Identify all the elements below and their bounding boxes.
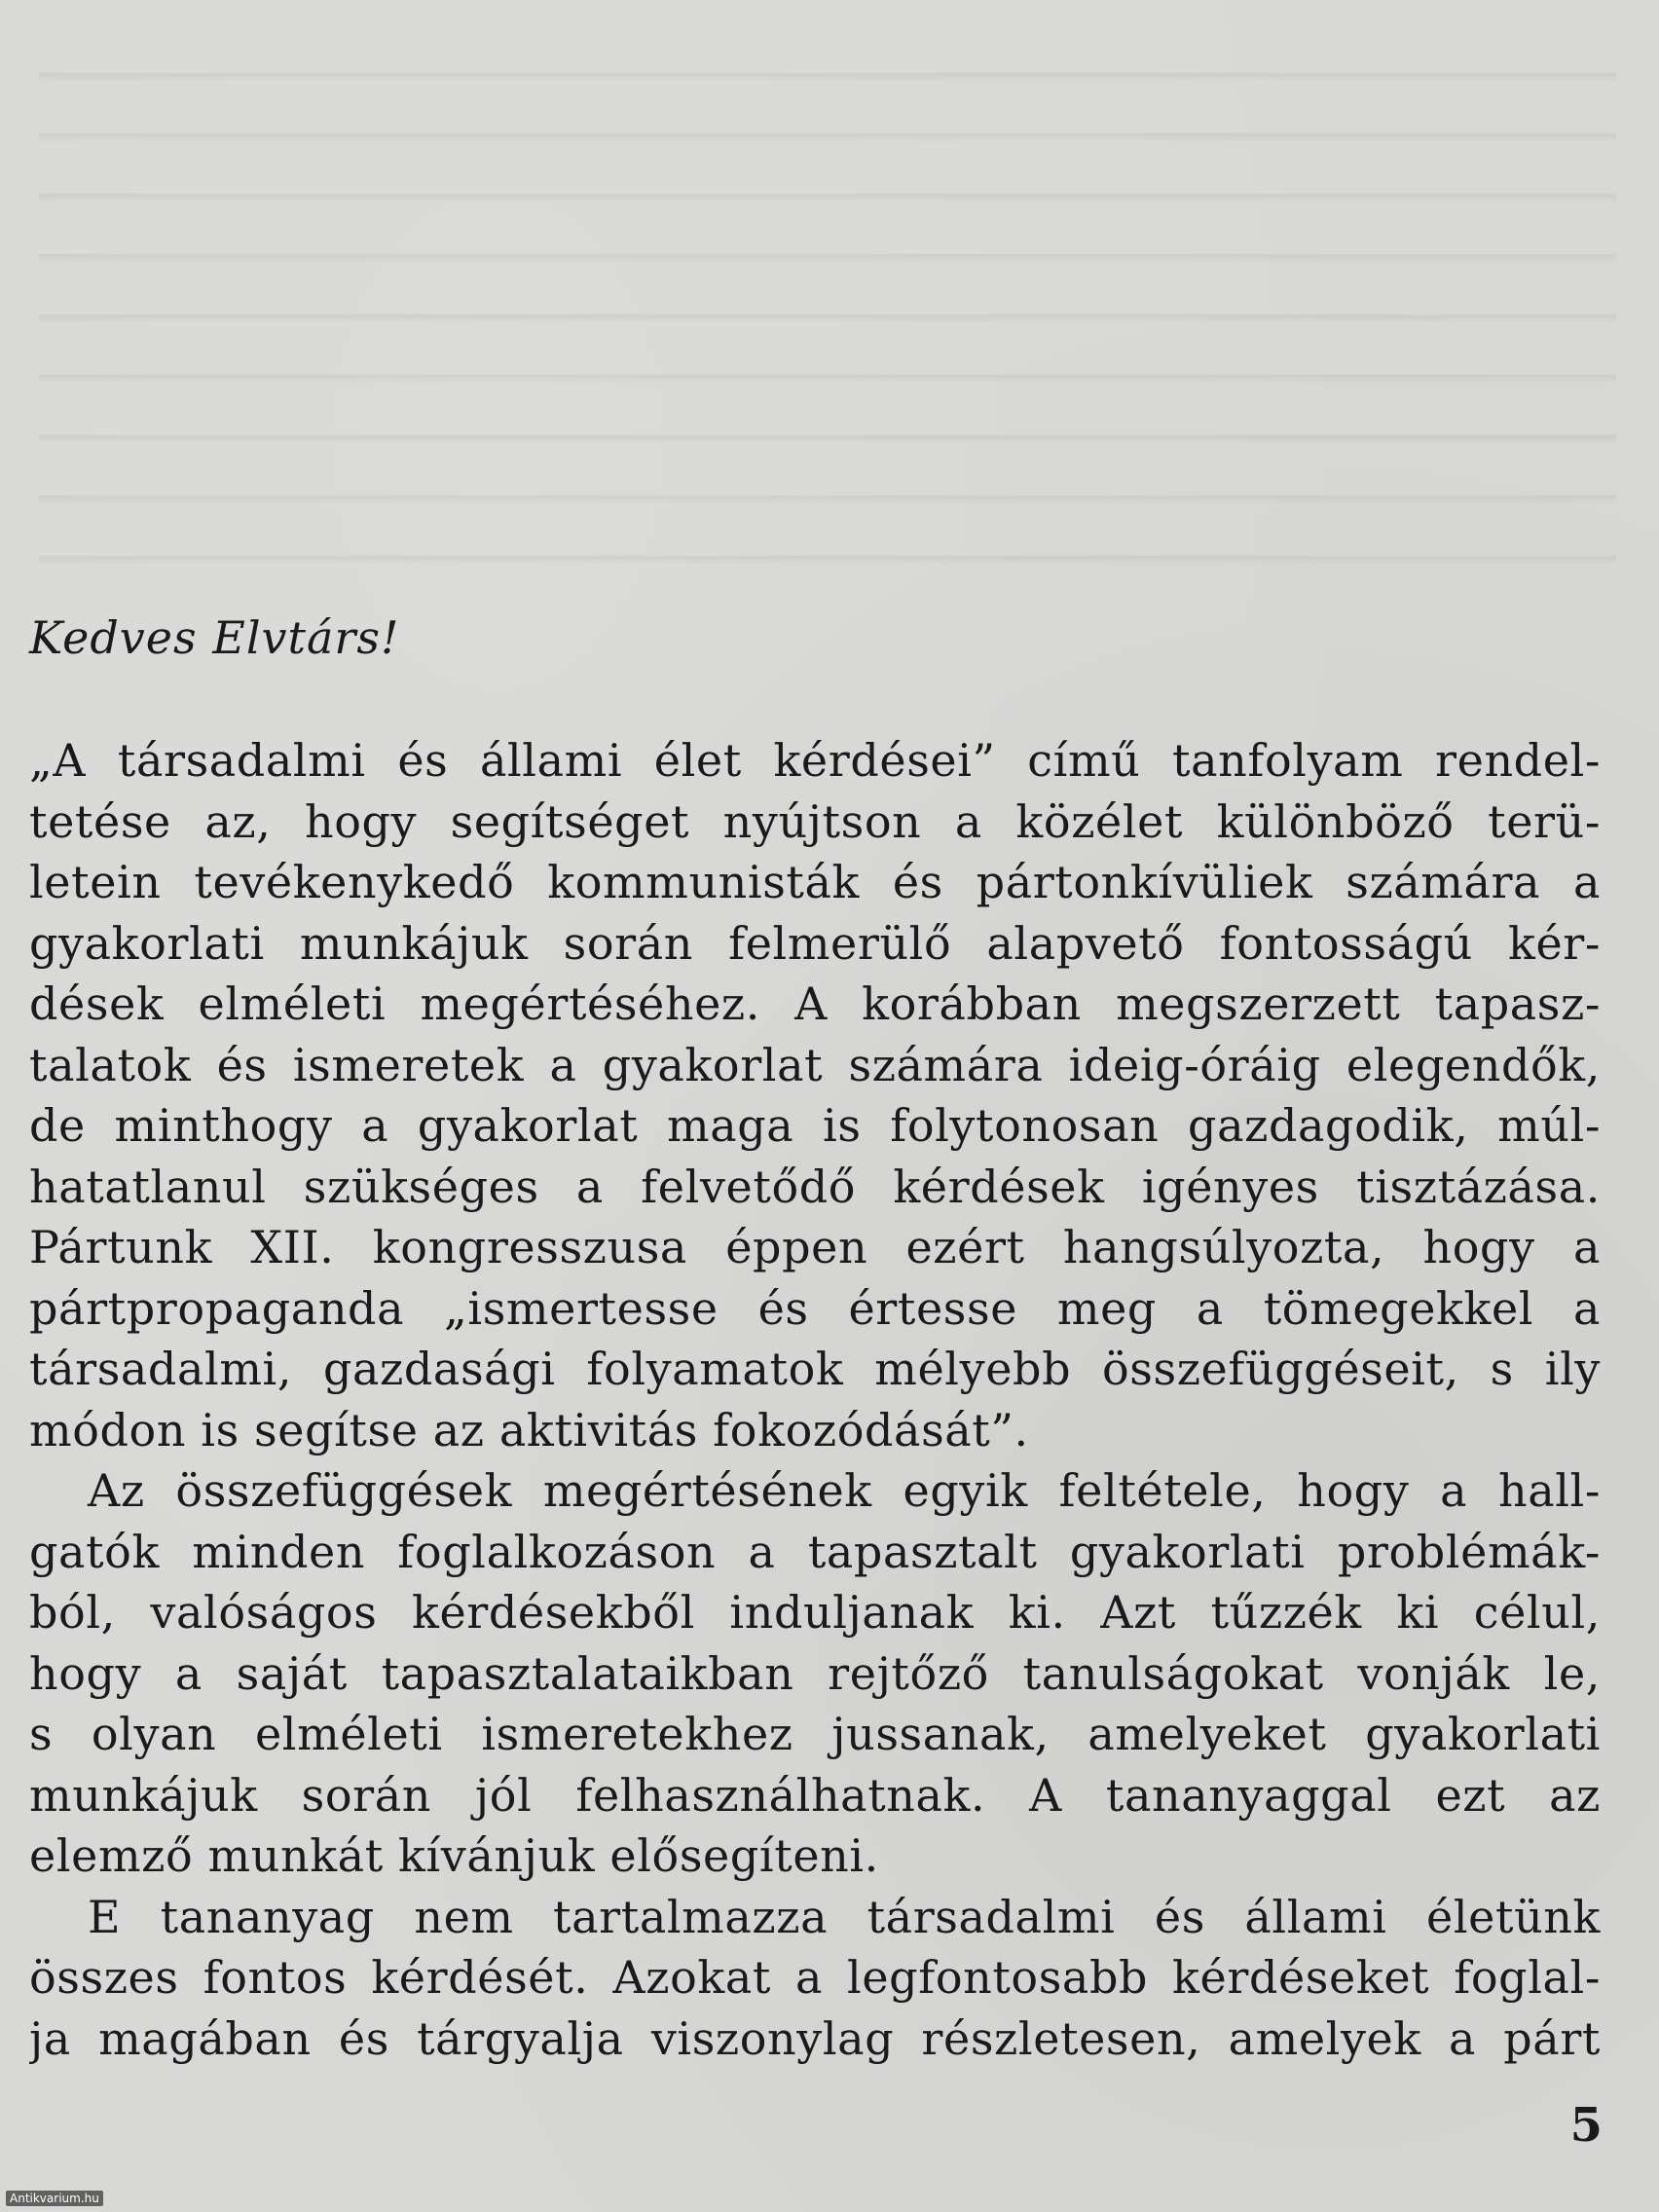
text-line: hogy a saját tapasztalataikban rejtőző tanulságokat vonják le, [29,1646,1601,1700]
text-line: „A társadalmi és állami élet kérdései” című tanfolyam rendel- [29,734,1601,787]
text-line: gatók minden foglalkozáson a tapasztalt gyakorlati problémák- [29,1525,1601,1578]
watermark: Antikvarium.hu [6,2191,103,2206]
text-line: tetése az, hogy segítséget nyújtson a közélet különböző terü- [29,794,1601,848]
text-line: letein tevékenykedő kommunisták és pártonkívüliek számára a [29,856,1601,908]
text-line: elemző munkát kívánjuk elősegíteni. [29,1829,879,1882]
text-line: ból, valóságos kérdésekből induljanak ki. Azt tűzzék ki célul, [29,1586,1601,1639]
text-line: gyakorlati munkájuk során felmerülő alapvető fontosságú kér- [29,916,1601,970]
text-line: pártpropaganda „ismertesse és értesse meg a tömegekkel a [29,1281,1601,1335]
text-line: összes fontos kérdését. Azokat a legfontosabb kérdéseket foglal- [29,1951,1601,2004]
page-number: 5 [1569,2098,1603,2153]
text-line: Pártunk XII. kongresszusa éppen ezért hangsúlyozta, hogy a [29,1221,1601,1273]
text-line: hatatlanul szükséges a felvetődő kérdések igényes tisztázása. [29,1160,1601,1213]
text-line: társadalmi, gazdasági folyamatok mélyebb összefüggéseit, s ily [29,1343,1601,1395]
text-line: munkájuk során jól felhasználhatnak. A tananyaggal ezt az [29,1768,1601,1822]
text-line: módon is segítse az aktivitás fokozódását”. [29,1403,1029,1456]
text-line: talatok és ismeretek a gyakorlat számára ideig-óráig elegendők, [29,1038,1601,1091]
text-line: de minthogy a gyakorlat maga is folytonosan gazdagodik, múl- [29,1099,1601,1152]
bleed-through-texture [39,29,1616,574]
text-line: E tananyag nem tartalmazza társadalmi és állami életünk [88,1890,1601,1943]
text-line: Az összefüggések megértésének egyik feltétele, hogy a hall- [88,1464,1601,1517]
text-line: dések elméleti megértéséhez. A korábban megszerzett tapasz- [29,977,1601,1030]
text-line: ja magában és tárgyalja viszonylag részletesen, amelyek a párt [29,2011,1601,2065]
body-text [29,730,1601,2069]
salutation: Kedves Elvtárs! [29,611,400,664]
text-line: s olyan elméleti ismeretekhez jussanak, amelyeket gyakorlati [29,1708,1601,1760]
